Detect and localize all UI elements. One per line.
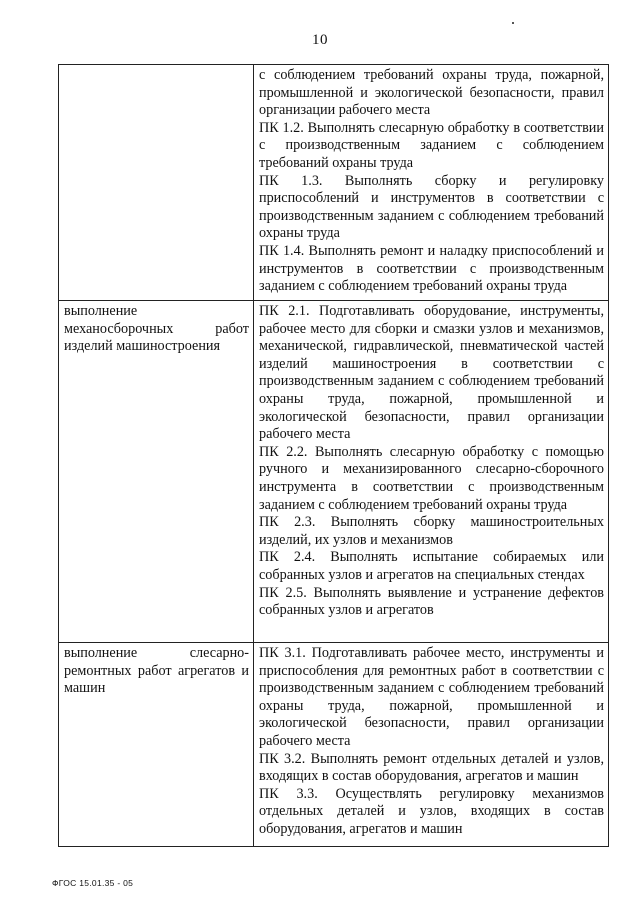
table-row — [59, 65, 609, 301]
competency-item: ПК 2.5. Выполнять выявление и устранение дефектов собранных узлов и агрегатов — [259, 584, 604, 619]
competencies-cell — [254, 65, 609, 301]
competency-item: ПК 2.1. Подготавливать оборудование, инструменты, рабочее место для сборки и смазки узлов и механизмов, механической, гидравлической, пневматической частей изделий машиностроения в соответствии с производственным заданием с соблюдением требований охраны труда, пожарной, промышленной и экологической безопасности, правил организации рабочего места — [259, 303, 604, 443]
page-number: 10 — [312, 32, 328, 48]
competencies-table — [58, 64, 609, 847]
competency-item: ПК 1.4. Выполнять ремонт и наладку приспособлений и инструментов в соответствии с производственным заданием с соблюдением требований охраны труда — [259, 242, 604, 295]
table-row — [59, 301, 609, 643]
activity-cell — [59, 65, 254, 301]
competency-item: ПК 3.1. Подготавливать рабочее место, инструменты и приспособления для ремонтных работ в соответствии с производственным заданием с соблюдением требований охраны труда, пожарной, промышленной и экологической безопасности, правил организации рабочего места — [259, 645, 604, 749]
competency-item: ПК 1.3. Выполнять сборку и регулировку приспособлений и инструментов в соответствии с производственным заданием с соблюдением требований охраны труда — [259, 172, 604, 242]
competency-item: ПК 1.2. Выполнять слесарную обработку в соответствии с производственным заданием с соблюдением требований охраны труда — [259, 119, 604, 171]
table-row — [59, 643, 609, 847]
competency-item: ПК 3.2. Выполнять ремонт отдельных деталей и узлов, входящих в состав оборудования, агрегатов и машин — [259, 750, 604, 785]
scan-speck — [512, 22, 514, 24]
competency-item: ПК 3.3. Осуществлять регулировку механизмов отдельных деталей и узлов, входящих в состав оборудования, агрегатов и машин — [259, 785, 604, 837]
competency-item: ПК 2.2. Выполнять слесарную обработку с помощью ручного и механизированного слесарно-сборочного инструмента в соответствии с производственным заданием с соблюдением требований охраны труда — [259, 443, 604, 513]
competency-item: ПК 2.4. Выполнять испытание собираемых или собранных узлов и агрегатов на специальных стендах — [259, 549, 604, 583]
competency-continuation: с соблюдением требований охраны труда, пожарной, промышленной и экологической безопасности, правил организации рабочего места — [259, 67, 604, 119]
competencies-cell — [254, 643, 609, 847]
document-code-footer: ФГОС 15.01.35 - 05 — [52, 878, 134, 888]
competency-item: ПК 2.3. Выполнять сборку машиностроительных изделий, их узлов и механизмов — [259, 514, 604, 548]
activity-cell: выполнение слесарно-ремонтных работ агрегатов и машин — [59, 643, 254, 847]
activity-cell: выполнение механосборочных работ изделий машиностроения — [59, 301, 254, 643]
competencies-cell — [254, 301, 609, 643]
